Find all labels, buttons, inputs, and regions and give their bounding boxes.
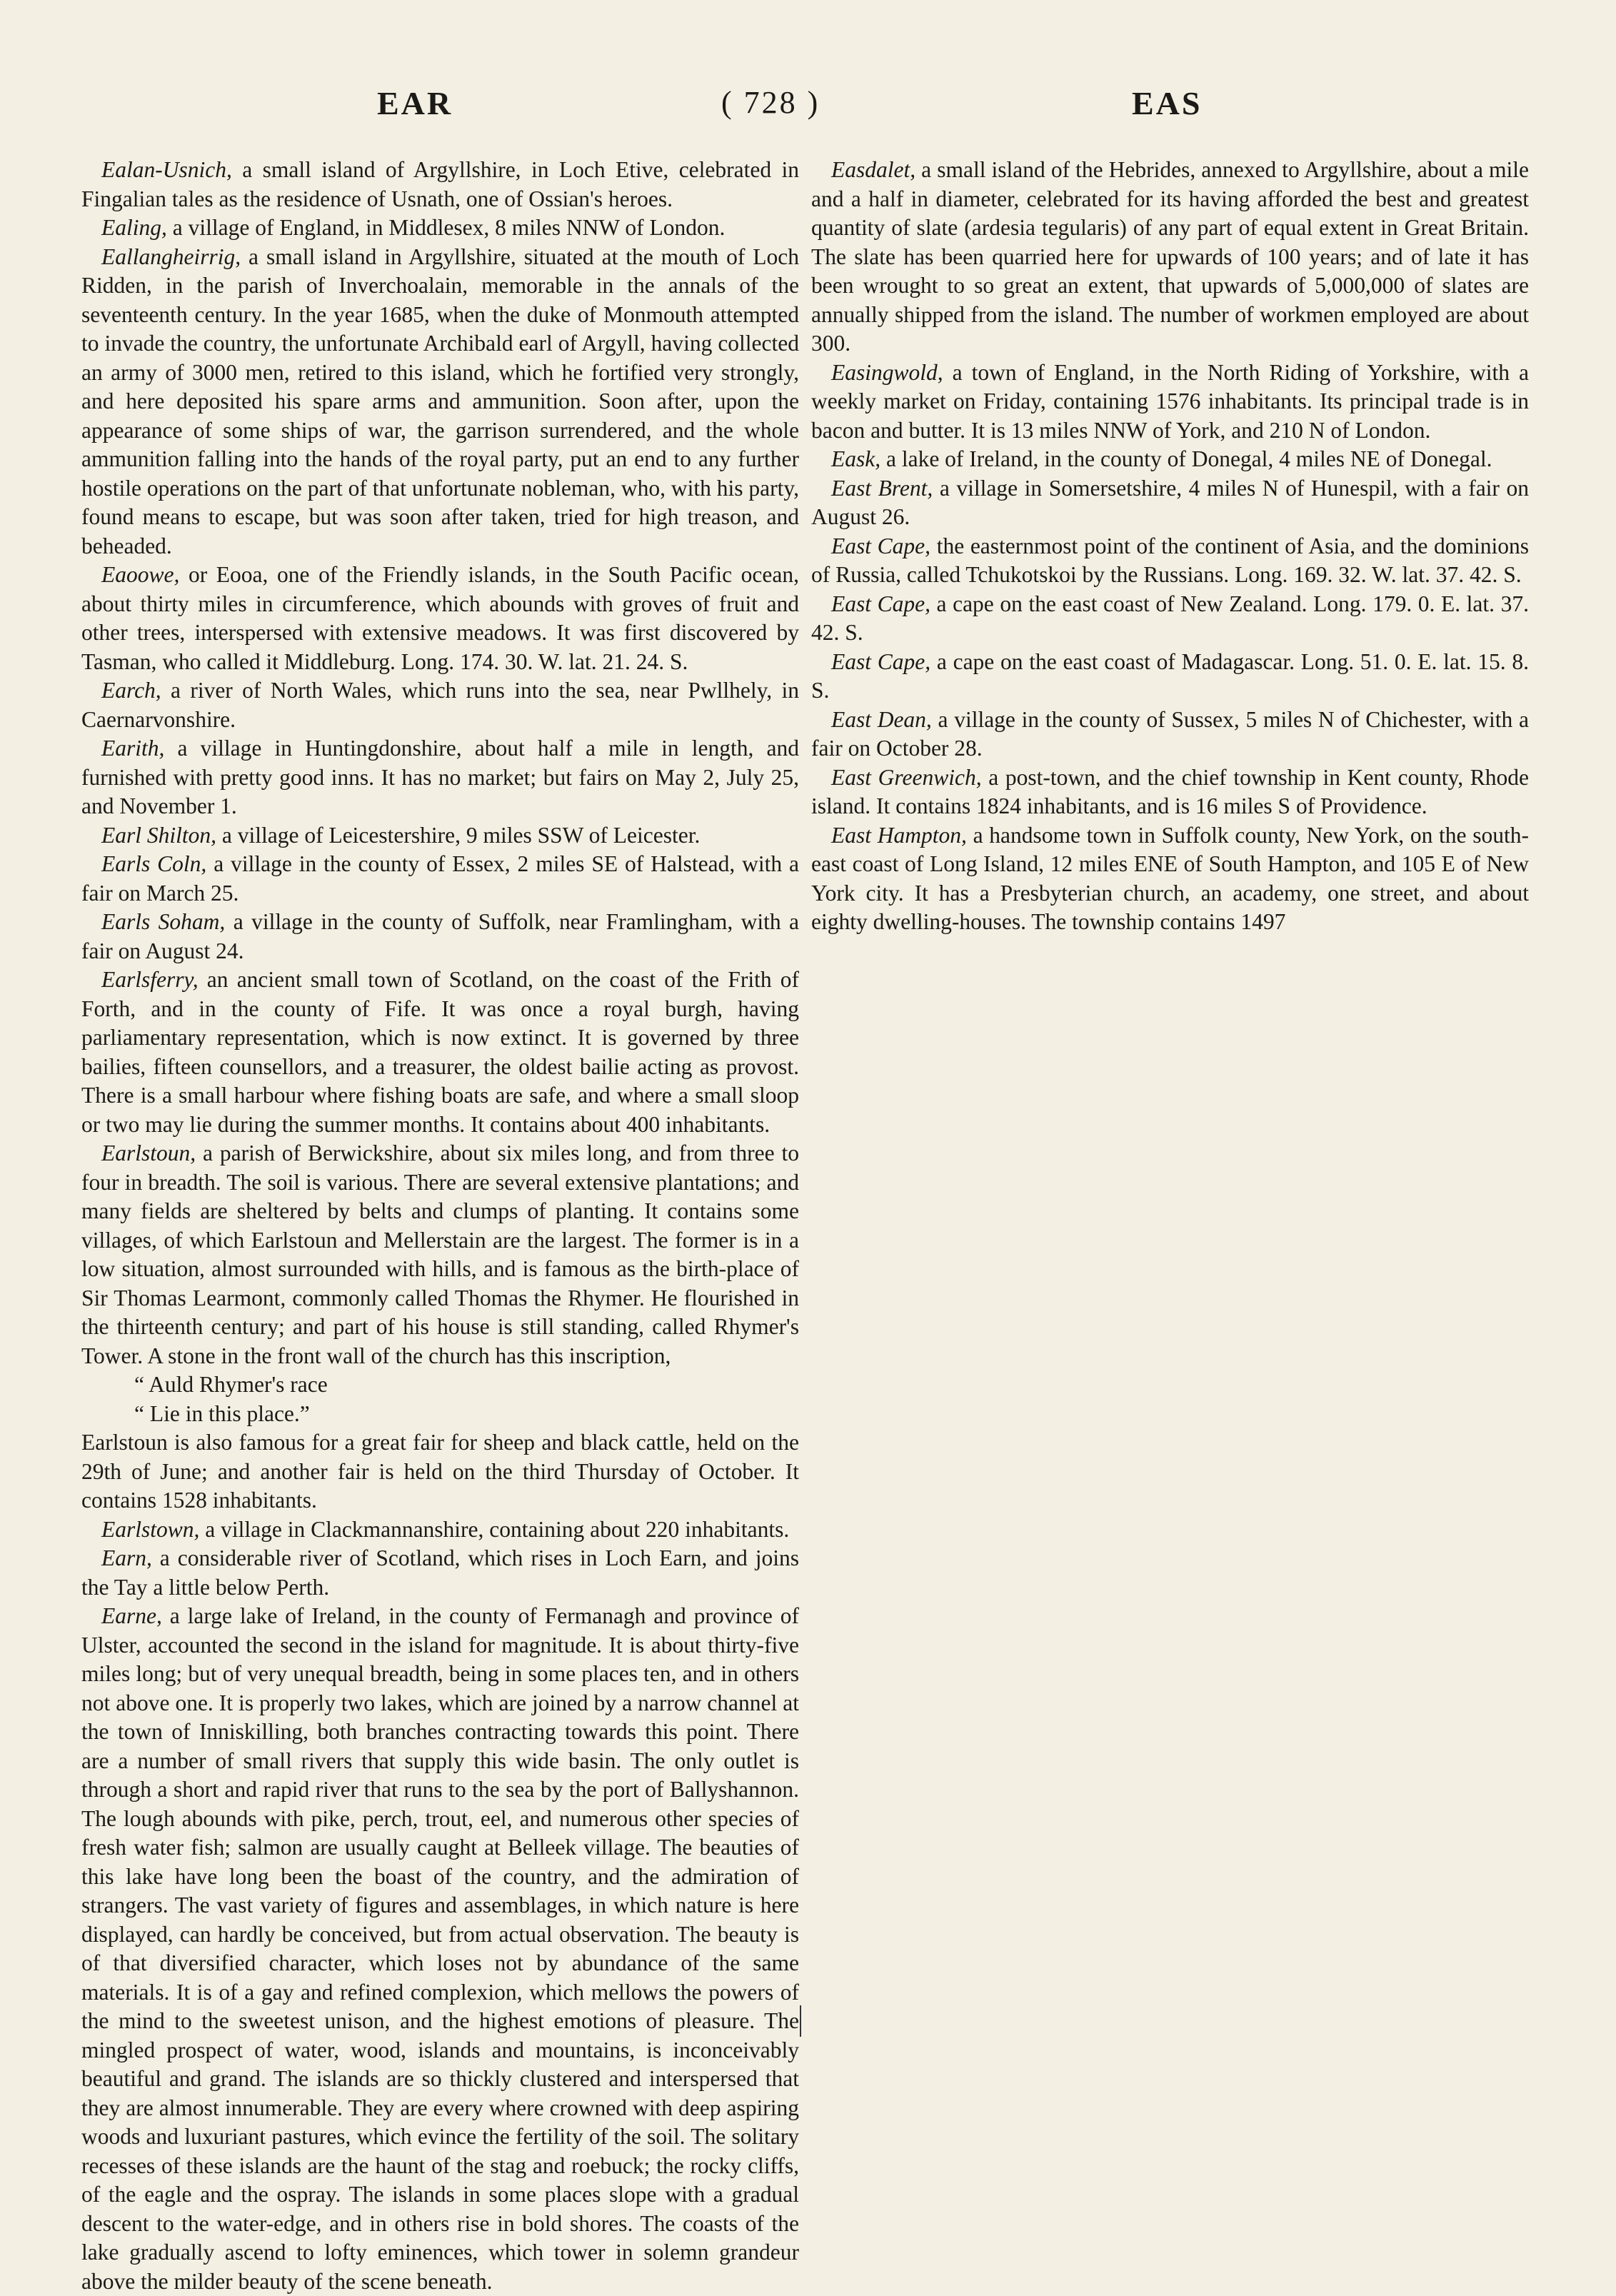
gazetteer-entry	[811, 706, 1529, 763]
gazetteer-entry	[81, 561, 799, 676]
gazetteer-entry	[81, 1515, 799, 1545]
entry-text: a cape on the east coast of New Zealand. Long. 179. 0. E. lat. 37. 42. S.	[811, 591, 1529, 645]
gazetteer-entry	[81, 734, 799, 821]
entry-text: a considerable river of Scotland, which rises in Loch Earn, and joins the Tay a little below Perth.	[81, 1545, 799, 1600]
entry-headword: Earne,	[101, 1603, 162, 1628]
left-column	[81, 156, 799, 2296]
gazetteer-entry	[811, 821, 1529, 937]
entry-headword: Easdalet,	[831, 157, 916, 182]
entry-headword: East Greenwich,	[831, 764, 982, 790]
gazetteer-entry	[81, 1602, 799, 2296]
entry-headword: East Cape,	[831, 591, 930, 616]
right-column	[811, 156, 1529, 937]
entry-text: a village in Somersetshire, 4 miles N of Hunespil, with a fair on August 26.	[811, 475, 1529, 529]
header-right-guide-word: EAS	[1132, 85, 1203, 121]
entry-headword: East Dean,	[831, 706, 932, 732]
inscription-verse: “ Auld Rhymer's race	[134, 1372, 328, 1397]
entry-headword: Earls Coln,	[101, 851, 207, 876]
gazetteer-entry	[81, 908, 799, 966]
gazetteer-entry	[811, 590, 1529, 648]
entry-text: a village of England, in Middlesex, 8 miles NNW of London.	[166, 215, 726, 240]
entry-text: an ancient small town of Scotland, on the coast of the Frith of Forth, and in the county of Fife. It was once a royal burgh, having parliamentary representation, which is now extinct. It is governed by three bailies, fifteen counsellors, and a treasurer, the oldest bailie acting as provost. There is a small harbour where fishing boats are safe, and where a small sloop or two may lie during the summer months. It contains about 400 inhabitants.	[81, 967, 799, 1137]
running-header	[0, 84, 1616, 134]
gazetteer-entry	[81, 850, 799, 908]
header-left-guide-word: EAR	[377, 85, 453, 121]
gazetteer-entry	[811, 156, 1529, 359]
entry-text: a town of England, in the North Riding of Yorkshire, with a weekly market on Friday, containing 1576 inhabitants. Its principal trade is in bacon and butter. It is 13 miles NNW of York, and 210 N of London.	[811, 359, 1529, 443]
entry-headword: Easingwold,	[831, 359, 943, 385]
entry-headword: Eask,	[831, 446, 881, 471]
entry-text: a post-town, and the chief township in Kent county, Rhode island. It contains 1824 inhabitants, and is 16 miles S of Providence.	[811, 764, 1530, 818]
gazetteer-entry	[81, 966, 799, 1139]
entry-text: a village in the county of Sussex, 5 miles N of Chichester, with a fair on October 28.	[811, 706, 1529, 761]
inscription-verse: “ Lie in this place.”	[134, 1400, 310, 1426]
gazetteer-entry	[811, 359, 1529, 446]
entry-headword: Eaoowe,	[101, 562, 180, 587]
entry-text: a village in the county of Essex, 2 miles SE of Halstead, with a fair on March 25.	[81, 851, 800, 906]
entry-text: a handsome town in Suffolk county, New York, on the south-east coast of Long Island, 12 miles ENE of South Hampton, and 105 E of New York city. It has a Presbyterian church, an academy, one street, and about eighty dwelling-houses. The township contains 1497	[811, 822, 1530, 934]
entry-headword: Earl Shilton,	[101, 822, 217, 848]
entry-headword: Earn,	[101, 1545, 152, 1570]
column-divider	[800, 2005, 801, 2037]
entry-headword: Earlstoun,	[101, 1141, 196, 1165]
entry-headword: Earch,	[101, 678, 161, 703]
entry-text: a large lake of Ireland, in the county of Fermanagh and province of Ulster, accounted the second in the island for magnitude. It is about thirty-five miles long; but of very unequal breadth, being in some places ten, and in others not above one. It is properly two lakes, which are joined by a narrow channel at the town of Inniskilling, both branches contracting towards this point. There are a number of small rivers that supply this wide basin. The only outlet is through a short and rapid river that runs to the sea by the port of Ballyshannon. The lough abounds with pike, perch, trout, eel, and numerous other species of fresh water fish; salmon are usually caught at Belleek village. The beauties of this lake have long been the boast of the country, and the admiration of strangers. The vast variety of figures and assemblages, in which nature is here displayed, can hardly be conceived, but from actual observation. The beauty is of that diversified character, which loses not by abundance of the same materials. It is of a gay and refined complexion, which mellows the powers of the mind to the sweetest unison, and the highest emotions of pleasure. The mingled prospect of water, wood, islands and mountains, is inconceivably beautiful and grand. The islands are so thickly clustered and interspersed that they are almost innumerable. They are every where crowned with deep aspiring woods and luxuriant pastures, which evince the fertility of the soil. The solitary recesses of these islands are the haunt of the stag and roebuck; the rocky cliffs, of the eagle and the ospray. The islands in some places slope with a gradual descent to the water-edge, and in others rise in bold shores. The coasts of the lake gradually ascend to lofty eminences, which tower in solemn grandeur above the milder beauty of the scene beneath.	[81, 1603, 799, 2294]
gazetteer-entry	[811, 474, 1529, 532]
gazetteer-entry	[81, 156, 799, 214]
entry-headword: Ealan-Usnich,	[101, 157, 232, 182]
gazetteer-entry	[81, 243, 799, 561]
entry-text: a village in Clackmannanshire, containing about 220 inhabitants.	[199, 1516, 790, 1542]
entry-headword: East Cape,	[831, 648, 931, 674]
gazetteer-entry	[81, 1544, 799, 1602]
entry-headword: East Brent,	[831, 475, 933, 501]
entry-text: a small island in Argyllshire, situated at the mouth of Loch Ridden, in the parish of Inverchoalain, memorable in the annals of the seventeenth century. In the year 1685, when the duke of Monmouth attempted to invade the country, the unfortunate Archibald earl of Argyll, having collected an army of 3000 men, retired to this island, which he fortified very strongly, and here deposited his spare arms and ammunition. Soon after, upon the appearance of some ships of war, the garrison surrendered, and the whole ammunition falling into the hands of the royal party, put an end to any further hostile operations on the part of that unfortunate nobleman, who, with his party, found means to escape, but was soon after taken, tried for high treason, and beheaded.	[81, 244, 799, 558]
entry-headword: Eallangheirrig,	[101, 244, 241, 269]
gazetteer-entry	[811, 763, 1529, 821]
entry-headword: East Cape,	[831, 533, 931, 558]
gazetteer-entry	[81, 676, 799, 734]
entry-text: a cape on the east coast of Madagascar. Long. 51. 0. E. lat. 15. 8. S.	[811, 648, 1529, 703]
entry-text: a small island of the Hebrides, annexed to Argyllshire, about a mile and a half in diameter, celebrated for its having afforded the best and greatest quantity of slate (ardesia tegularis) of any part of equal extent in Great Britain. The slate has been quarried here for upwards of 100 years; and of late it has been wrought to so great an extent, that upwards of 5,000,000 of slates are annually shipped from the island. The number of workmen employed are about 300.	[811, 157, 1529, 356]
entry-headword: Earlsferry,	[101, 967, 199, 992]
entry-text: a river of North Wales, which runs into the sea, near Pwllhely, in Caernarvonshire.	[81, 678, 799, 732]
entry-headword: Earith,	[101, 736, 165, 761]
entry-headword: Earlstown,	[101, 1516, 200, 1542]
entry-headword: Ealing,	[101, 215, 167, 240]
entry-text: or Eooa, one of the Friendly islands, in the South Pacific ocean, about thirty miles in circumference, which abounds with groves of fruit and other trees, interspersed with extensive meadows. It was first discovered by Tasman, who called it Middleburg. Long. 174. 30. W. lat. 21. 24. S.	[81, 562, 799, 674]
gazetteer-entry	[811, 445, 1529, 474]
gazetteer-entry	[811, 532, 1529, 590]
gazetteer-entry	[811, 648, 1529, 706]
entry-text: the easternmost point of the continent of Asia, and the dominions of Russia, called Tchukotskoi by the Russians. Long. 169. 32. W. lat. 37. 42. S.	[811, 533, 1529, 587]
gazetteer-entry	[81, 1139, 799, 1370]
page-number: ( 728 )	[721, 85, 820, 120]
gazetteer-entry	[81, 214, 799, 243]
entry-text: a village of Leicestershire, 9 miles SSW of Leicester.	[216, 822, 701, 848]
entry-continuation: Earlstoun is also famous for a great fair for sheep and black cattle, held on the 29th of June; and another fair is held on the third Thursday of October. It contains 1528 inhabitants.	[81, 1430, 799, 1513]
gazetteer-entry	[81, 821, 799, 851]
entry-text: a village in Huntingdonshire, about half a mile in length, and furnished with pretty good inns. It has no market; but fairs on May 2, July 25, and November 1.	[81, 736, 799, 818]
entry-text: a village in the county of Suffolk, near Framlingham, with a fair on August 24.	[81, 909, 800, 963]
entry-text: a small island of Argyllshire, in Loch Etive, celebrated in Fingalian tales as the residence of Usnath, one of Ossian's heroes.	[81, 157, 799, 211]
entry-text: a parish of Berwickshire, about six miles long, and from three to four in breadth. The soil is various. There are several extensive plantations; and many fields are sheltered by belts and clumps of planting. It contains some villages, of which Earlstoun and Mellerstain are the largest. The former is in a low situation, almost surrounded with hills, and is famous as the birth-place of Sir Thomas Learmont, commonly called Thomas the Rhymer. He flourished in the thirteenth century; and part of his house is still standing, called Rhymer's Tower. A stone in the front wall of the church has this inscription,	[81, 1141, 799, 1368]
entry-text: a lake of Ireland, in the county of Donegal, 4 miles NE of Donegal.	[880, 446, 1492, 471]
entry-headword: Earls Soham,	[101, 909, 226, 934]
entry-headword: East Hampton,	[831, 822, 967, 848]
